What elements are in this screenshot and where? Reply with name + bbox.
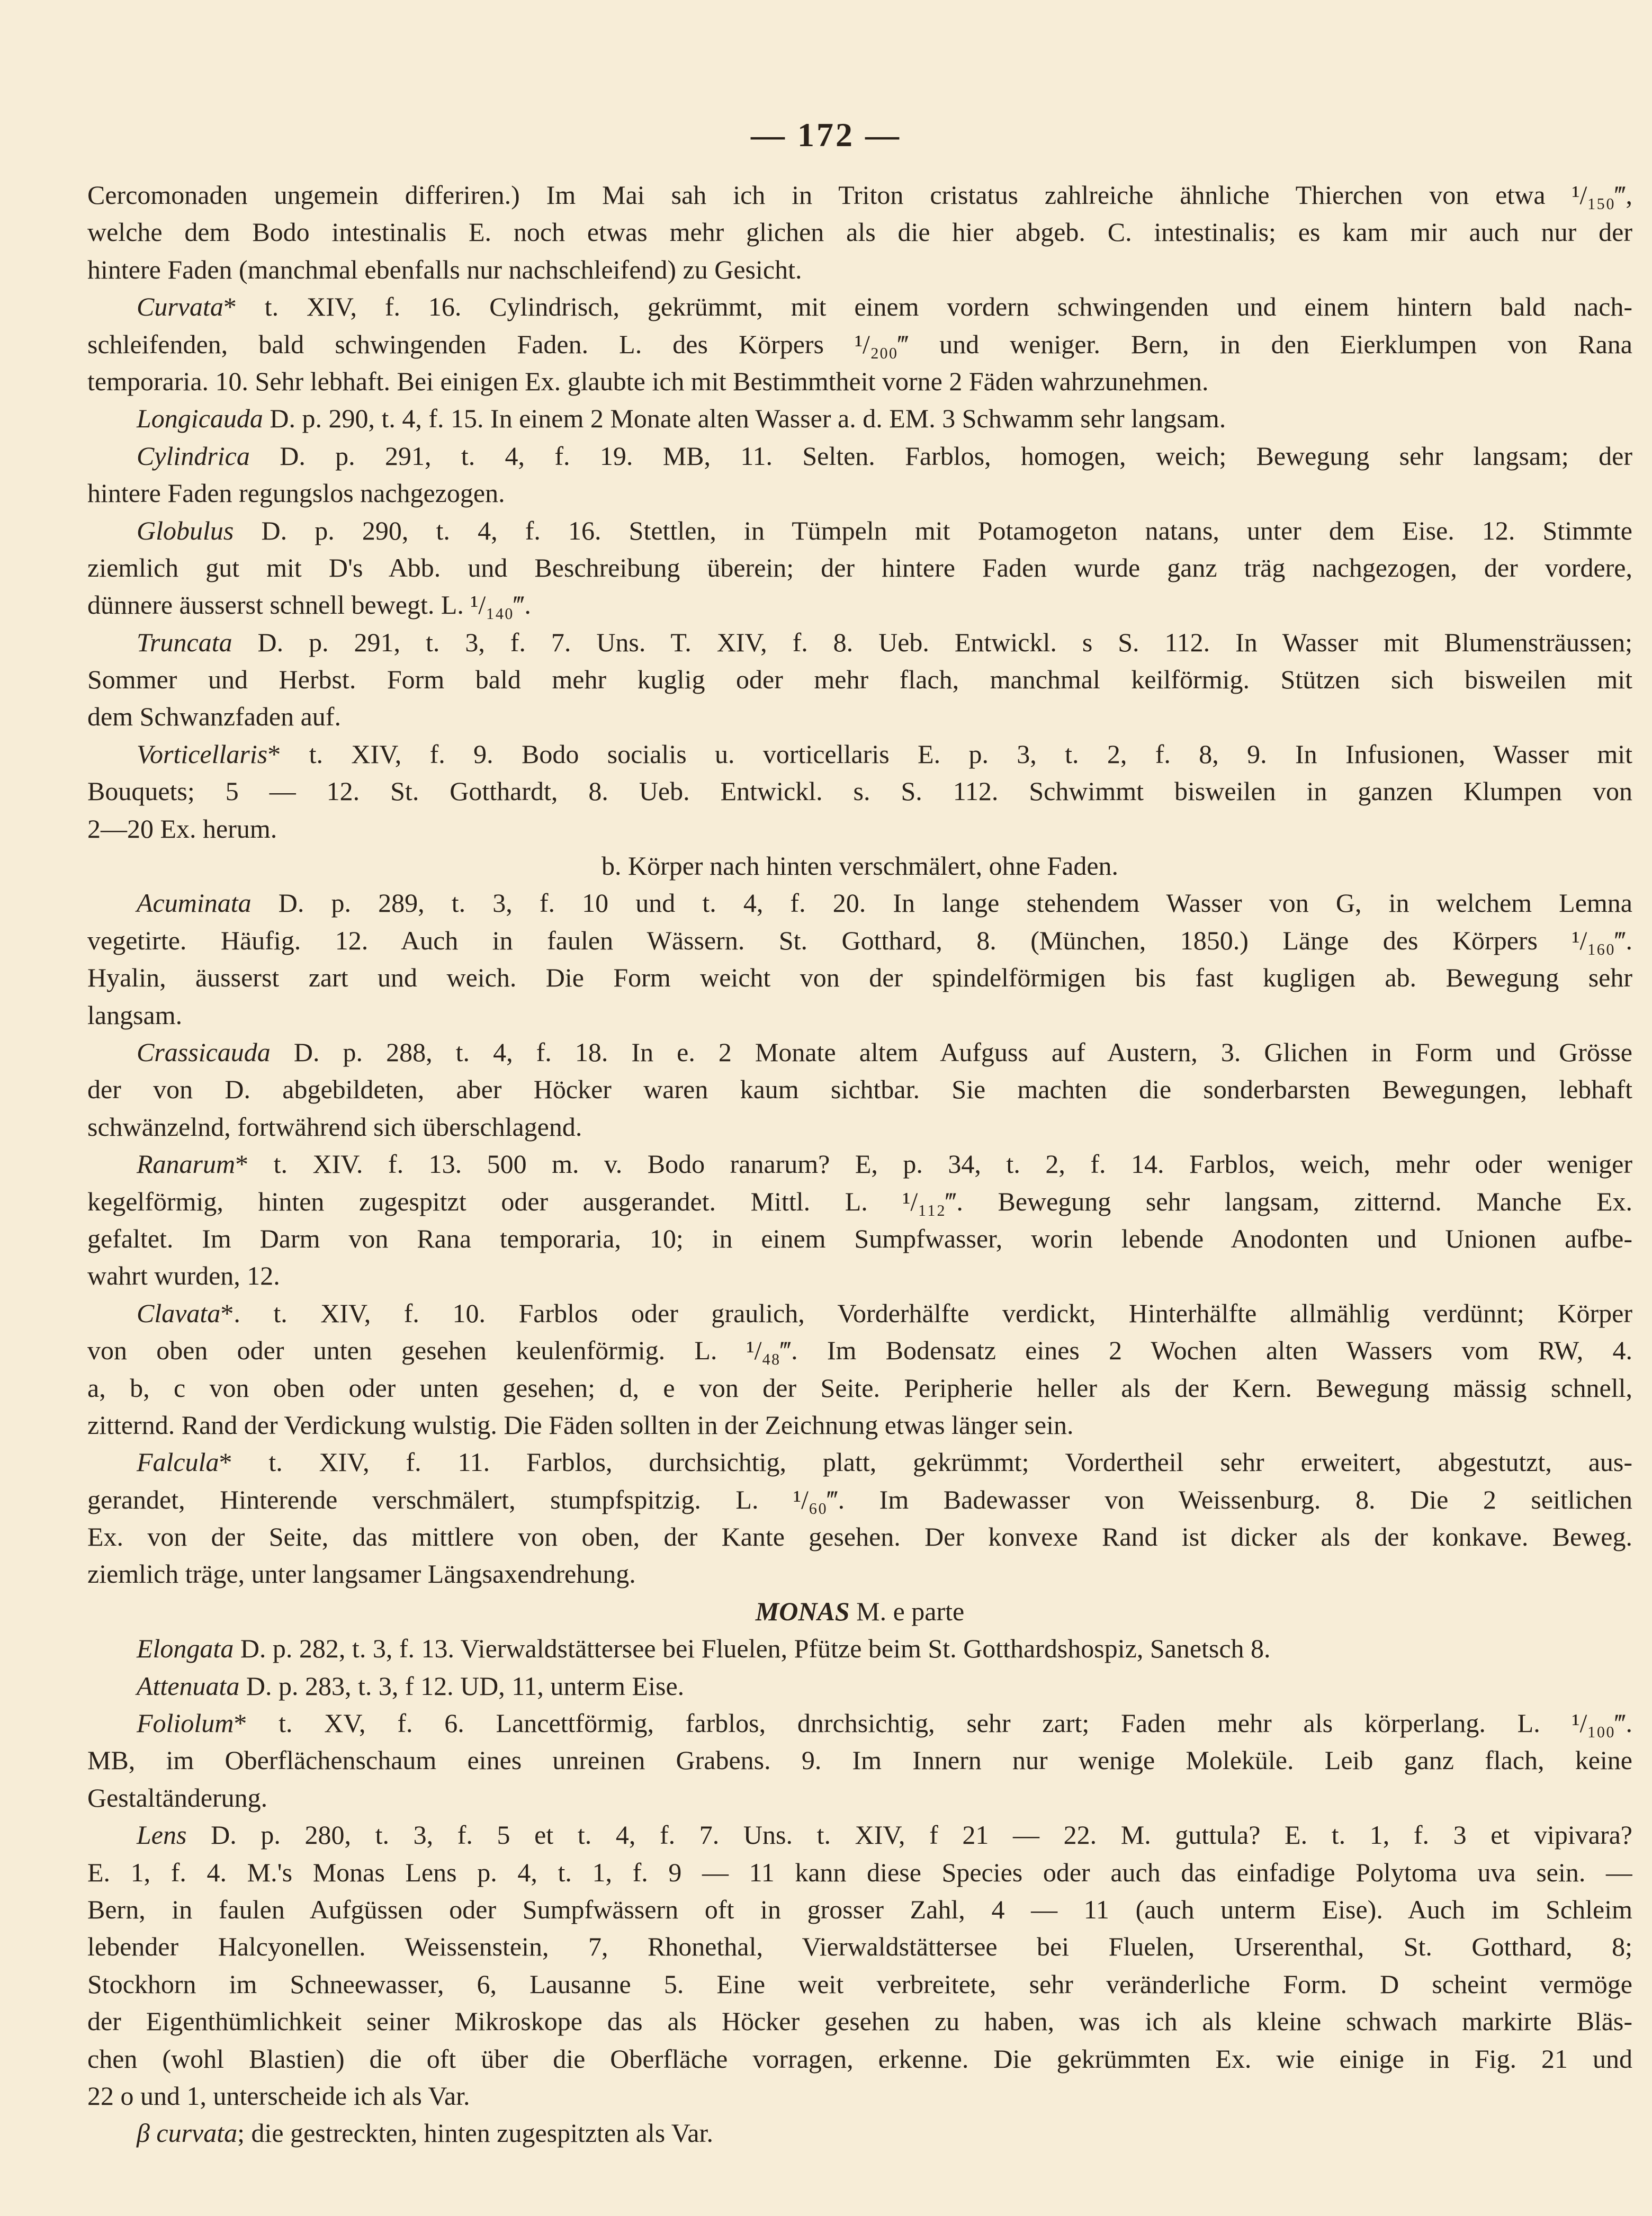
text-line [87, 1555, 1632, 1592]
line-text: lebender Halcyonellen. Weissenstein, 7, Rhonethal, Vierwaldstättersee bei Fluelen, Urserenthal, St. Gotthard, 8; [87, 1932, 1632, 1962]
line-text: D. p. 289, t. 3, f. 10 und t. 4, f. 20. In lange stehendem Wasser von G, in welchem Lemna [251, 888, 1632, 918]
line-text: D. p. 291, t. 4, f. 19. MB, 11. Selten. Farblos, homogen, weich; Bewegung sehr langsam; der [249, 441, 1632, 471]
line-text: Bouquets; 5 — 12. St. Gotthardt, 8. Ueb. Entwickl. s. S. 112. Schwimmt bisweilen in ganzen Klumpen von [87, 776, 1632, 806]
species-entry [87, 624, 1632, 735]
text-line [87, 288, 1632, 325]
line-text: E. 1, f. 4. M.'s Monas Lens p. 4, t. 1, f. 9 — 11 kann diese Species oder auch das einfadige Polytoma uva sein. — [87, 1857, 1632, 1887]
line-text: 22 o und 1, unterscheide ich als Var. [87, 2080, 470, 2111]
text-line [87, 176, 1632, 213]
text-line [87, 922, 1632, 959]
text-line [87, 997, 1632, 1034]
line-text: kegelförmig, hinten zugespitzt oder ausgerandet. Mittl. L. ¹/₁₁₂‴. Bewegung sehr langsam, zitternd. Manche Ex. [87, 1186, 1632, 1216]
line-text: zitternd. Rand der Verdickung wulstig. Die Fäden sollten in der Zeichnung etwas länger sein. [87, 1410, 1074, 1440]
text-line [87, 810, 1632, 847]
species-name: Ranarum [137, 1149, 236, 1179]
species-name: MONAS [755, 1596, 850, 1626]
species-entry [87, 1145, 1632, 1295]
line-text: hintere Faden regungslos nachgezogen. [87, 478, 505, 508]
text-line [87, 549, 1632, 586]
species-name: Acuminata [137, 888, 252, 918]
species-name: β curvata [137, 2118, 238, 2148]
text-line [87, 959, 1632, 996]
line-text: *. t. XIV, f. 10. Farblos oder graulich, Vorderhälfte verdickt, Hinterhälfte allmählig verdünnt; Körper [220, 1298, 1632, 1328]
line-text: der Eigenthümlichkeit seiner Mikroskope das als Höcker gesehen zu haben, was ich als kleine schwach markirte Bläs- [87, 2006, 1632, 2036]
species-entry [87, 1704, 1632, 1816]
text-line [87, 661, 1632, 698]
line-text: Bern, in faulen Aufgüssen oder Sumpfwässern oft in grosser Zahl, 4 — 11 (auch unterm Eise). Auch im Schleim [87, 1894, 1632, 1924]
text-line [87, 1220, 1632, 1257]
species-name: Longicauda [137, 403, 263, 434]
line-text: Ex. von der Seite, das mittlere von oben, der Kante gesehen. Der konvexe Rand ist dicker als der konkave. Beweg. [87, 1522, 1632, 1552]
line-text: D. p. 280, t. 3, f. 5 et t. 4, f. 7. Uns. t. XIV, f 21 — 22. M. guttula? E. t. 1, f. 3 et vipivara? [186, 1820, 1632, 1850]
species-entry [87, 1034, 1632, 1145]
text-line [87, 1145, 1632, 1182]
line-text: hintere Faden (manchmal ebenfalls nur nachschleifend) zu Gesicht. [87, 254, 802, 284]
text-line [87, 1332, 1632, 1369]
line-text: a, b, c von oben oder unten gesehen; d, e von der Seite. Peripherie heller als der Kern. Bewegung mässig schnell, [87, 1372, 1632, 1403]
text-line [87, 1518, 1632, 1555]
species-name: Falcula [137, 1447, 219, 1477]
line-text: dünnere äusserst schnell bewegt. L. ¹/₁₄₀‴. [87, 590, 531, 620]
species-entry [87, 1295, 1632, 1444]
line-text: vegetirte. Häufig. 12. Auch in faulen Wässern. St. Gotthard, 8. (München, 1850.) Länge des Körpers ¹/₁₆₀‴. [87, 925, 1632, 955]
text-line [87, 1481, 1632, 1518]
line-text: gefaltet. Im Darm von Rana temporaria, 10; in einem Sumpfwasser, worin lebende Anodonten und Unionen aufbe- [87, 1223, 1632, 1253]
line-text: Hyalin, äusserst zart und weich. Die Form weicht von der spindelförmigen bis fast kugligen ab. Bewegung sehr [87, 963, 1632, 993]
text-line [87, 1406, 1632, 1443]
line-text: * t. XIV, f. 11. Farblos, durchsichtig, platt, gekrümmt; Vordertheil sehr erweitert, abgestutzt, aus- [219, 1447, 1632, 1477]
species-entry [87, 437, 1632, 512]
text-line [87, 326, 1632, 363]
text-line [87, 213, 1632, 250]
line-text: ; die gestreckten, hinten zugespitzten als Var. [237, 2118, 713, 2148]
text-line [87, 847, 1632, 884]
species-name: Cylindrica [137, 441, 250, 471]
line-text: b. Körper nach hinten verschmälert, ohne Faden. [601, 851, 1119, 881]
line-text: Stockhorn im Schneewasser, 6, Lausanne 5. Eine weit verbreitete, sehr veränderliche Form. D scheint vermöge [87, 1969, 1632, 1999]
line-text: von oben oder unten gesehen keulenförmig. L. ¹/₄₈‴. Im Bodensatz eines 2 Wochen alten Wassers vom RW, 4. [87, 1335, 1632, 1366]
text-line [87, 1593, 1632, 1630]
line-text: * t. XIV, f. 16. Cylindrisch, gekrümmt, mit einem vordern schwingenden und einem hintern bald nach- [223, 292, 1632, 322]
text-line [87, 1816, 1632, 1853]
species-name: Elongata [137, 1634, 234, 1664]
section-heading [87, 1593, 1632, 1630]
text-line [87, 1966, 1632, 2003]
line-text: * t. XIV. f. 13. 500 m. v. Bodo ranarum? E, p. 34, t. 2, f. 14. Farblos, weich, mehr oder weniger [235, 1149, 1632, 1179]
text-line [87, 884, 1632, 921]
species-entry [87, 884, 1632, 1034]
line-text: gerandet, Hinterende verschmälert, stumpfspitzig. L. ¹/₆₀‴. Im Badewasser von Weissenburg. 8. Die 2 seitlichen [87, 1484, 1632, 1514]
species-name: Attenuata [137, 1671, 240, 1701]
species-name: Truncata [137, 627, 232, 657]
text-line [87, 437, 1632, 474]
text-line [87, 251, 1632, 288]
text-line [87, 1257, 1632, 1294]
line-text: D. p. 291, t. 3, f. 7. Uns. T. XIV, f. 8. Ueb. Entwickl. s S. 112. In Wasser mit Blumensträussen; [232, 627, 1632, 657]
line-text: D. p. 288, t. 4, f. 18. In e. 2 Monate altem Aufguss auf Austern, 3. Glichen in Form und Grösse [270, 1037, 1632, 1067]
text-line [87, 474, 1632, 512]
line-text: * t. XIV, f. 9. Bodo socialis u. vorticellaris E. p. 3, t. 2, f. 8, 9. In Infusionen, Wasser mit [267, 739, 1632, 769]
line-text: Sommer und Herbst. Form bald mehr kuglig oder mehr flach, manchmal keilförmig. Stützen sich bisweilen mit [87, 665, 1632, 695]
text-line [87, 1071, 1632, 1108]
line-text: welche dem Bodo intestinalis E. noch etwas mehr glichen als die hier abgeb. C. intestinalis; es kam mir auch nur der [87, 217, 1632, 247]
line-text: D. p. 290, t. 4, f. 15. In einem 2 Monate alten Wasser a. d. EM. 3 Schwamm sehr langsam. [263, 403, 1226, 434]
text-line [87, 698, 1632, 735]
text-line [87, 363, 1632, 400]
text-line [87, 1034, 1632, 1071]
species-entry [87, 1667, 1632, 1704]
line-text: ziemlich gut mit D's Abb. und Beschreibung überein; der hintere Faden wurde ganz träg nachgezogen, der vordere, [87, 552, 1632, 582]
line-text: D. p. 290, t. 4, f. 16. Stettlen, in Tümpeln mit Potamogeton natans, unter dem Eise. 12. Stimmte [234, 515, 1632, 545]
paragraph [87, 176, 1632, 288]
line-text: D. p. 282, t. 3, f. 13. Vierwaldstättersee bei Fluelen, Pfütze beim St. Gotthardshospiz, Sanetsch 8. [234, 1634, 1271, 1664]
line-text: der von D. abgebildeten, aber Höcker waren kaum sichtbar. Sie machten die sonderbarsten Bewegungen, lebhaft [87, 1074, 1632, 1105]
text-line [87, 735, 1632, 773]
line-text: wahrt wurden, 12. [87, 1261, 280, 1291]
text-line [87, 1928, 1632, 1965]
text-line [87, 1742, 1632, 1779]
species-entry [87, 1443, 1632, 1593]
text-line [87, 1891, 1632, 1928]
page-number: — 172 — [751, 116, 901, 154]
line-text: Gestaltänderung. [87, 1782, 268, 1813]
line-text: dem Schwanzfaden auf. [87, 702, 341, 732]
line-text: M. e parte [849, 1596, 965, 1626]
text-line [87, 624, 1632, 661]
line-text: schwänzelnd, fortwährend sich überschlagend. [87, 1111, 582, 1142]
species-entry [87, 288, 1632, 400]
section-heading [87, 847, 1632, 884]
line-text: MB, im Oberflächenschaum eines unreinen Grabens. 9. Im Innern nur wenige Moleküle. Leib ganz flach, keine [87, 1745, 1632, 1775]
text-line [87, 1183, 1632, 1220]
text-line [87, 1854, 1632, 1891]
text-line [87, 2003, 1632, 2040]
text-line [87, 1295, 1632, 1332]
species-name: Crassicauda [137, 1037, 271, 1067]
line-text: schleifenden, bald schwingenden Faden. L. des Körpers ¹/₂₀₀‴ und weniger. Bern, in den Eierklumpen von Rana [87, 329, 1632, 359]
line-text: chen (wohl Blastien) die oft über die Oberfläche vorragen, erkenne. Die gekrümmten Ex. wie einige in Fig. 21 und [87, 2043, 1632, 2074]
text-line [87, 1108, 1632, 1145]
line-text: ziemlich träge, unter langsamer Längsaxendrehung. [87, 1559, 636, 1589]
line-text: Cercomonaden ungemein differiren.) Im Mai sah ich in Triton cristatus zahlreiche ähnliche Thierchen von etwa ¹/₁₅₀‴, [87, 180, 1632, 210]
line-text: D. p. 283, t. 3, f 12. UD, 11, unterm Eise. [239, 1671, 685, 1701]
text-line [87, 2114, 1632, 2151]
text-line [87, 586, 1632, 623]
text-line [87, 1630, 1632, 1667]
line-text: * t. XV, f. 6. Lancettförmig, farblos, dnrchsichtig, sehr zart; Faden mehr als körperlang. L. ¹/₁₀₀‴. [234, 1708, 1632, 1738]
species-entry [87, 2114, 1632, 2151]
line-text: langsam. [87, 1000, 183, 1030]
text-line [87, 1667, 1632, 1704]
species-entry [87, 1816, 1632, 2114]
text-line [87, 2040, 1632, 2077]
page-body [87, 176, 1632, 2152]
species-entry [87, 1630, 1632, 1667]
species-entry [87, 512, 1632, 624]
text-line [87, 1443, 1632, 1481]
text-line [87, 400, 1632, 437]
line-text: temporaria. 10. Sehr lebhaft. Bei einigen Ex. glaubte ich mit Bestimmtheit vorne 2 Fäden wahrzunehmen. [87, 366, 1209, 396]
species-name: Globulus [137, 515, 234, 545]
line-text: 2—20 Ex. herum. [87, 813, 277, 844]
species-name: Clavata [137, 1298, 221, 1328]
species-entry [87, 735, 1632, 847]
species-name: Lens [137, 1820, 187, 1850]
species-name: Foliolum [137, 1708, 234, 1738]
text-line [87, 2077, 1632, 2114]
text-line [87, 1704, 1632, 1742]
species-name: Vorticellaris [137, 739, 268, 769]
species-name: Curvata [137, 292, 223, 322]
species-entry [87, 400, 1632, 437]
text-line [87, 1369, 1632, 1406]
text-line [87, 1779, 1632, 1816]
text-line [87, 512, 1632, 549]
text-line [87, 773, 1632, 810]
